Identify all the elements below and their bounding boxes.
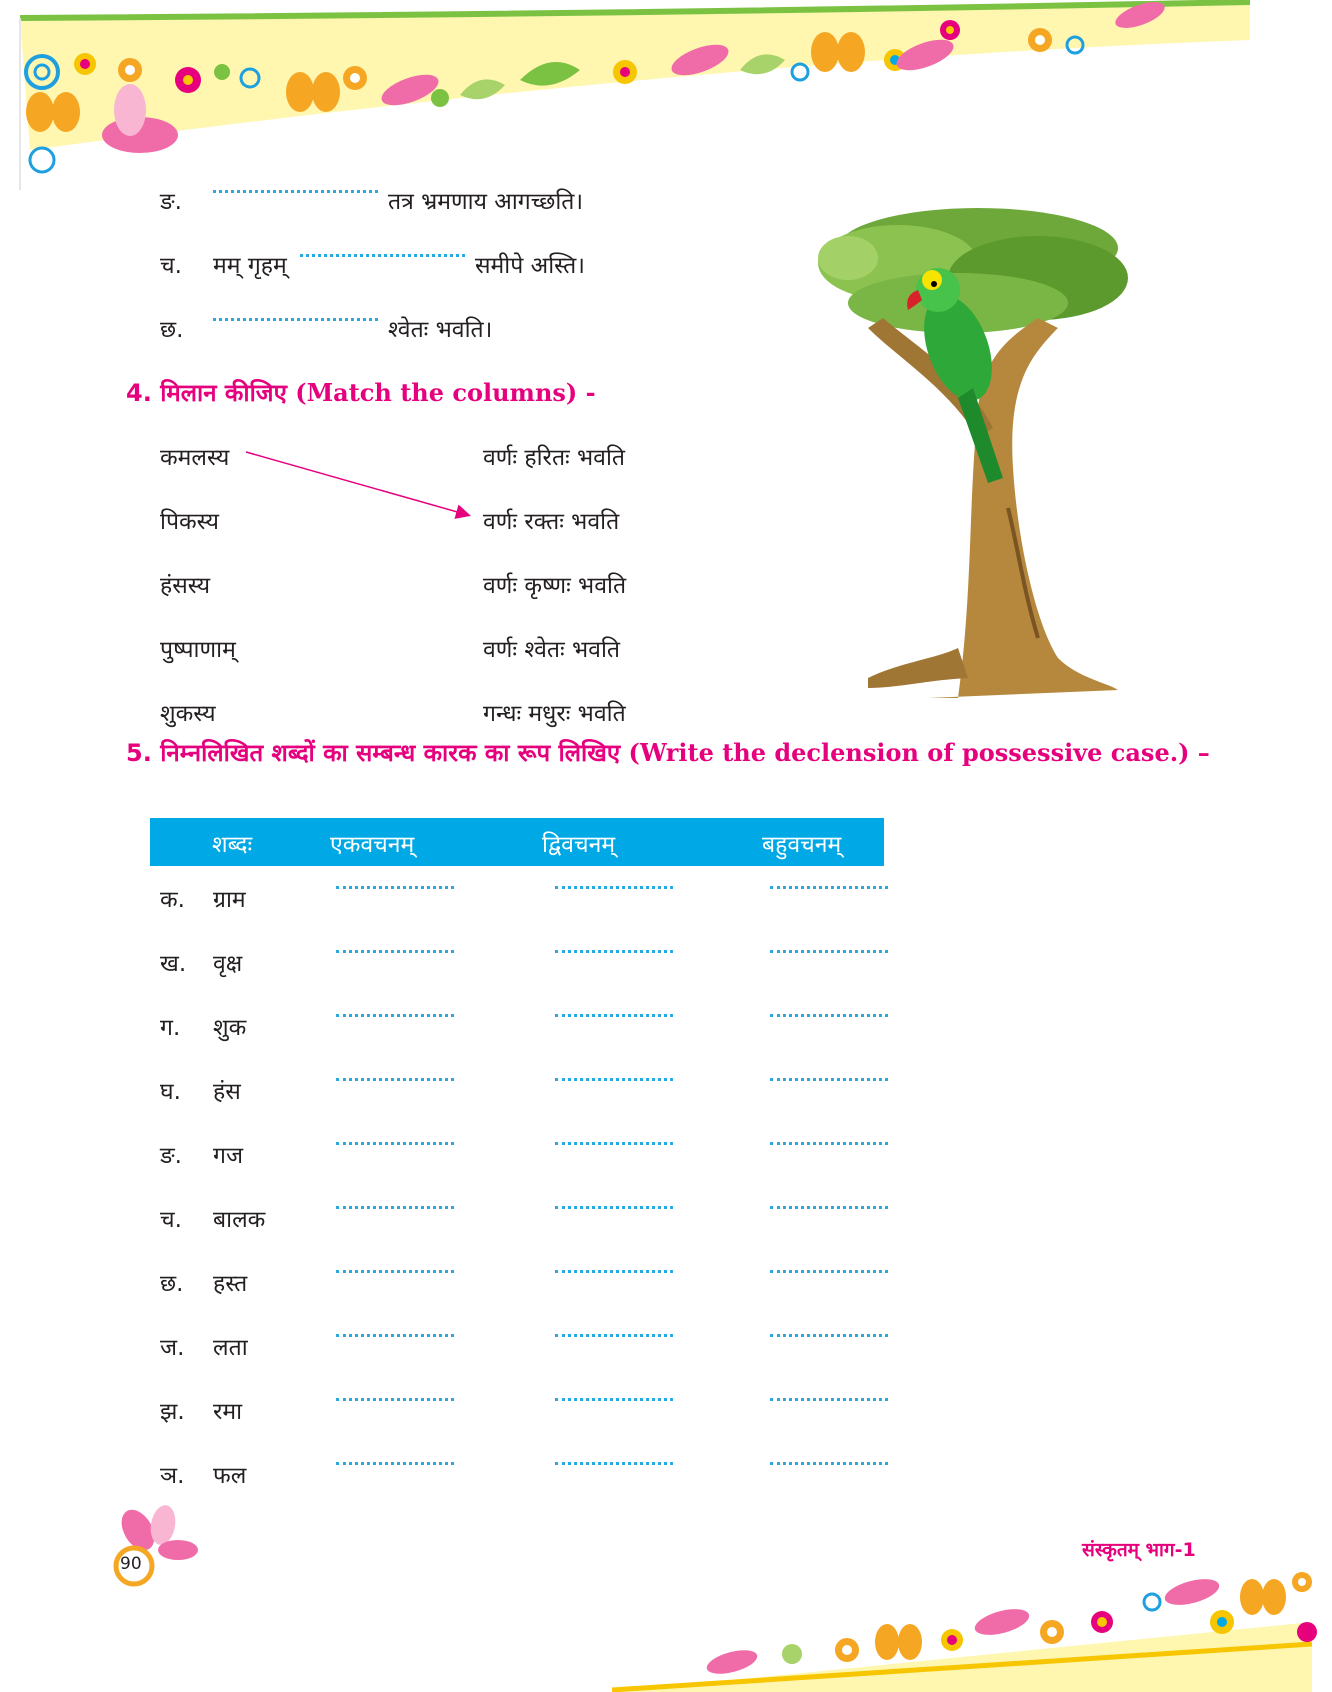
row-marker: घ. — [160, 1079, 181, 1105]
table-row — [0, 1330, 900, 1370]
blank-marker: ङ. — [160, 189, 182, 215]
blank-marker: च. — [160, 253, 182, 279]
question-title-hindi: मिलान कीजिए — [160, 379, 287, 407]
row-word: फल — [213, 1463, 247, 1489]
row-marker: ख. — [160, 951, 187, 977]
row-marker: च. — [160, 1207, 182, 1233]
table-row — [0, 1458, 900, 1498]
row-word: ग्राम — [213, 887, 246, 913]
row-marker: छ. — [160, 1271, 184, 1297]
match-right-item[interactable]: गन्धः मधुरः भवति — [483, 701, 626, 727]
table-row — [0, 1394, 900, 1434]
singular-blank[interactable] — [336, 1270, 454, 1273]
singular-blank[interactable] — [336, 950, 454, 953]
singular-blank[interactable] — [336, 1462, 454, 1465]
dual-blank[interactable] — [555, 1270, 673, 1273]
row-marker: झ. — [160, 1399, 185, 1425]
singular-blank[interactable] — [336, 1334, 454, 1337]
table-row — [0, 946, 900, 986]
row-marker: ङ. — [160, 1143, 182, 1169]
header-word: शब्दः — [212, 832, 253, 858]
match-left-item[interactable]: पिकस्य — [160, 509, 219, 535]
match-right-item[interactable]: वर्णः श्वेतः भवति — [483, 637, 621, 663]
match-right-item[interactable]: वर्णः हरितः भवति — [483, 445, 626, 471]
parrot-on-tree-illustration — [808, 208, 1128, 698]
row-word: शुक — [213, 1015, 247, 1041]
plural-blank[interactable] — [770, 1270, 888, 1273]
row-word: हस्त — [213, 1271, 248, 1297]
row-marker: ञ. — [160, 1463, 185, 1489]
question-number: 5. — [126, 739, 152, 767]
match-right-item[interactable]: वर्णः रक्तः भवति — [483, 509, 620, 535]
match-right-item[interactable]: वर्णः कृष्णः भवति — [483, 573, 627, 599]
table-row — [0, 1202, 900, 1242]
dual-blank[interactable] — [555, 1142, 673, 1145]
question-5-heading — [126, 736, 1210, 769]
table-row — [0, 882, 900, 922]
plural-blank[interactable] — [770, 1398, 888, 1401]
dual-blank[interactable] — [555, 886, 673, 889]
row-marker: ज. — [160, 1335, 185, 1361]
dual-blank[interactable] — [555, 1334, 673, 1337]
question-title-hindi: निम्नलिखित शब्दों का सम्बन्ध कारक का रूप लिखिए — [160, 739, 621, 767]
dual-blank[interactable] — [555, 1014, 673, 1017]
page-number-badge — [108, 1500, 208, 1590]
table-row — [0, 1074, 900, 1114]
singular-blank[interactable] — [336, 1398, 454, 1401]
plural-blank[interactable] — [770, 1142, 888, 1145]
row-word: बालक — [213, 1207, 266, 1233]
question-number: 4. — [126, 379, 152, 407]
match-left-item[interactable]: पुष्पाणाम् — [160, 637, 236, 663]
singular-blank[interactable] — [336, 1078, 454, 1081]
sentence-text: श्वेतः भवति। — [388, 317, 493, 343]
plural-blank[interactable] — [770, 886, 888, 889]
blank-marker: छ. — [160, 317, 184, 343]
dual-blank[interactable] — [555, 1462, 673, 1465]
dual-blank[interactable] — [555, 1398, 673, 1401]
question-title-english: (Match the columns) - — [295, 378, 596, 407]
declension-table-header — [150, 818, 884, 866]
row-word: रमा — [213, 1399, 243, 1425]
plural-blank[interactable] — [770, 950, 888, 953]
singular-blank[interactable] — [336, 1206, 454, 1209]
sentence-text: मम् गृहम् — [213, 253, 287, 279]
match-left-item[interactable]: शुकस्य — [160, 701, 216, 727]
question-title-english: (Write the declension of possessive case.) – — [628, 738, 1210, 767]
row-marker: ग. — [160, 1015, 181, 1041]
plural-blank[interactable] — [770, 1206, 888, 1209]
bottom-decorative-banner — [612, 1562, 1332, 1692]
plural-blank[interactable] — [770, 1078, 888, 1081]
dual-blank[interactable] — [555, 1078, 673, 1081]
row-marker: क. — [160, 887, 185, 913]
plural-blank[interactable] — [770, 1014, 888, 1017]
sentence-text: तत्र भ्रमणाय आगच्छति। — [388, 189, 584, 215]
book-title: संस्कृतम् भाग-1 — [1082, 1539, 1196, 1561]
sentence-text: समीपे अस्ति। — [475, 253, 585, 279]
table-row — [0, 1266, 900, 1306]
dual-blank[interactable] — [555, 950, 673, 953]
header-singular: एकवचनम् — [330, 832, 415, 858]
table-row — [0, 1138, 900, 1178]
dual-blank[interactable] — [555, 1206, 673, 1209]
row-word: वृक्ष — [213, 951, 243, 977]
header-dual: द्विवचनम् — [542, 832, 616, 858]
header-plural: बहुवचनम् — [762, 832, 842, 858]
plural-blank[interactable] — [770, 1462, 888, 1465]
table-row — [0, 1010, 900, 1050]
plural-blank[interactable] — [770, 1334, 888, 1337]
singular-blank[interactable] — [336, 1014, 454, 1017]
row-word: गज — [213, 1143, 244, 1169]
match-left-item[interactable]: कमलस्य — [160, 445, 230, 471]
singular-blank[interactable] — [336, 1142, 454, 1145]
match-example-arrow — [0, 0, 600, 600]
page-number: 90 — [120, 1554, 142, 1574]
match-left-item[interactable]: हंसस्य — [160, 573, 211, 599]
row-word: लता — [213, 1335, 248, 1361]
row-word: हंस — [213, 1079, 241, 1105]
singular-blank[interactable] — [336, 886, 454, 889]
